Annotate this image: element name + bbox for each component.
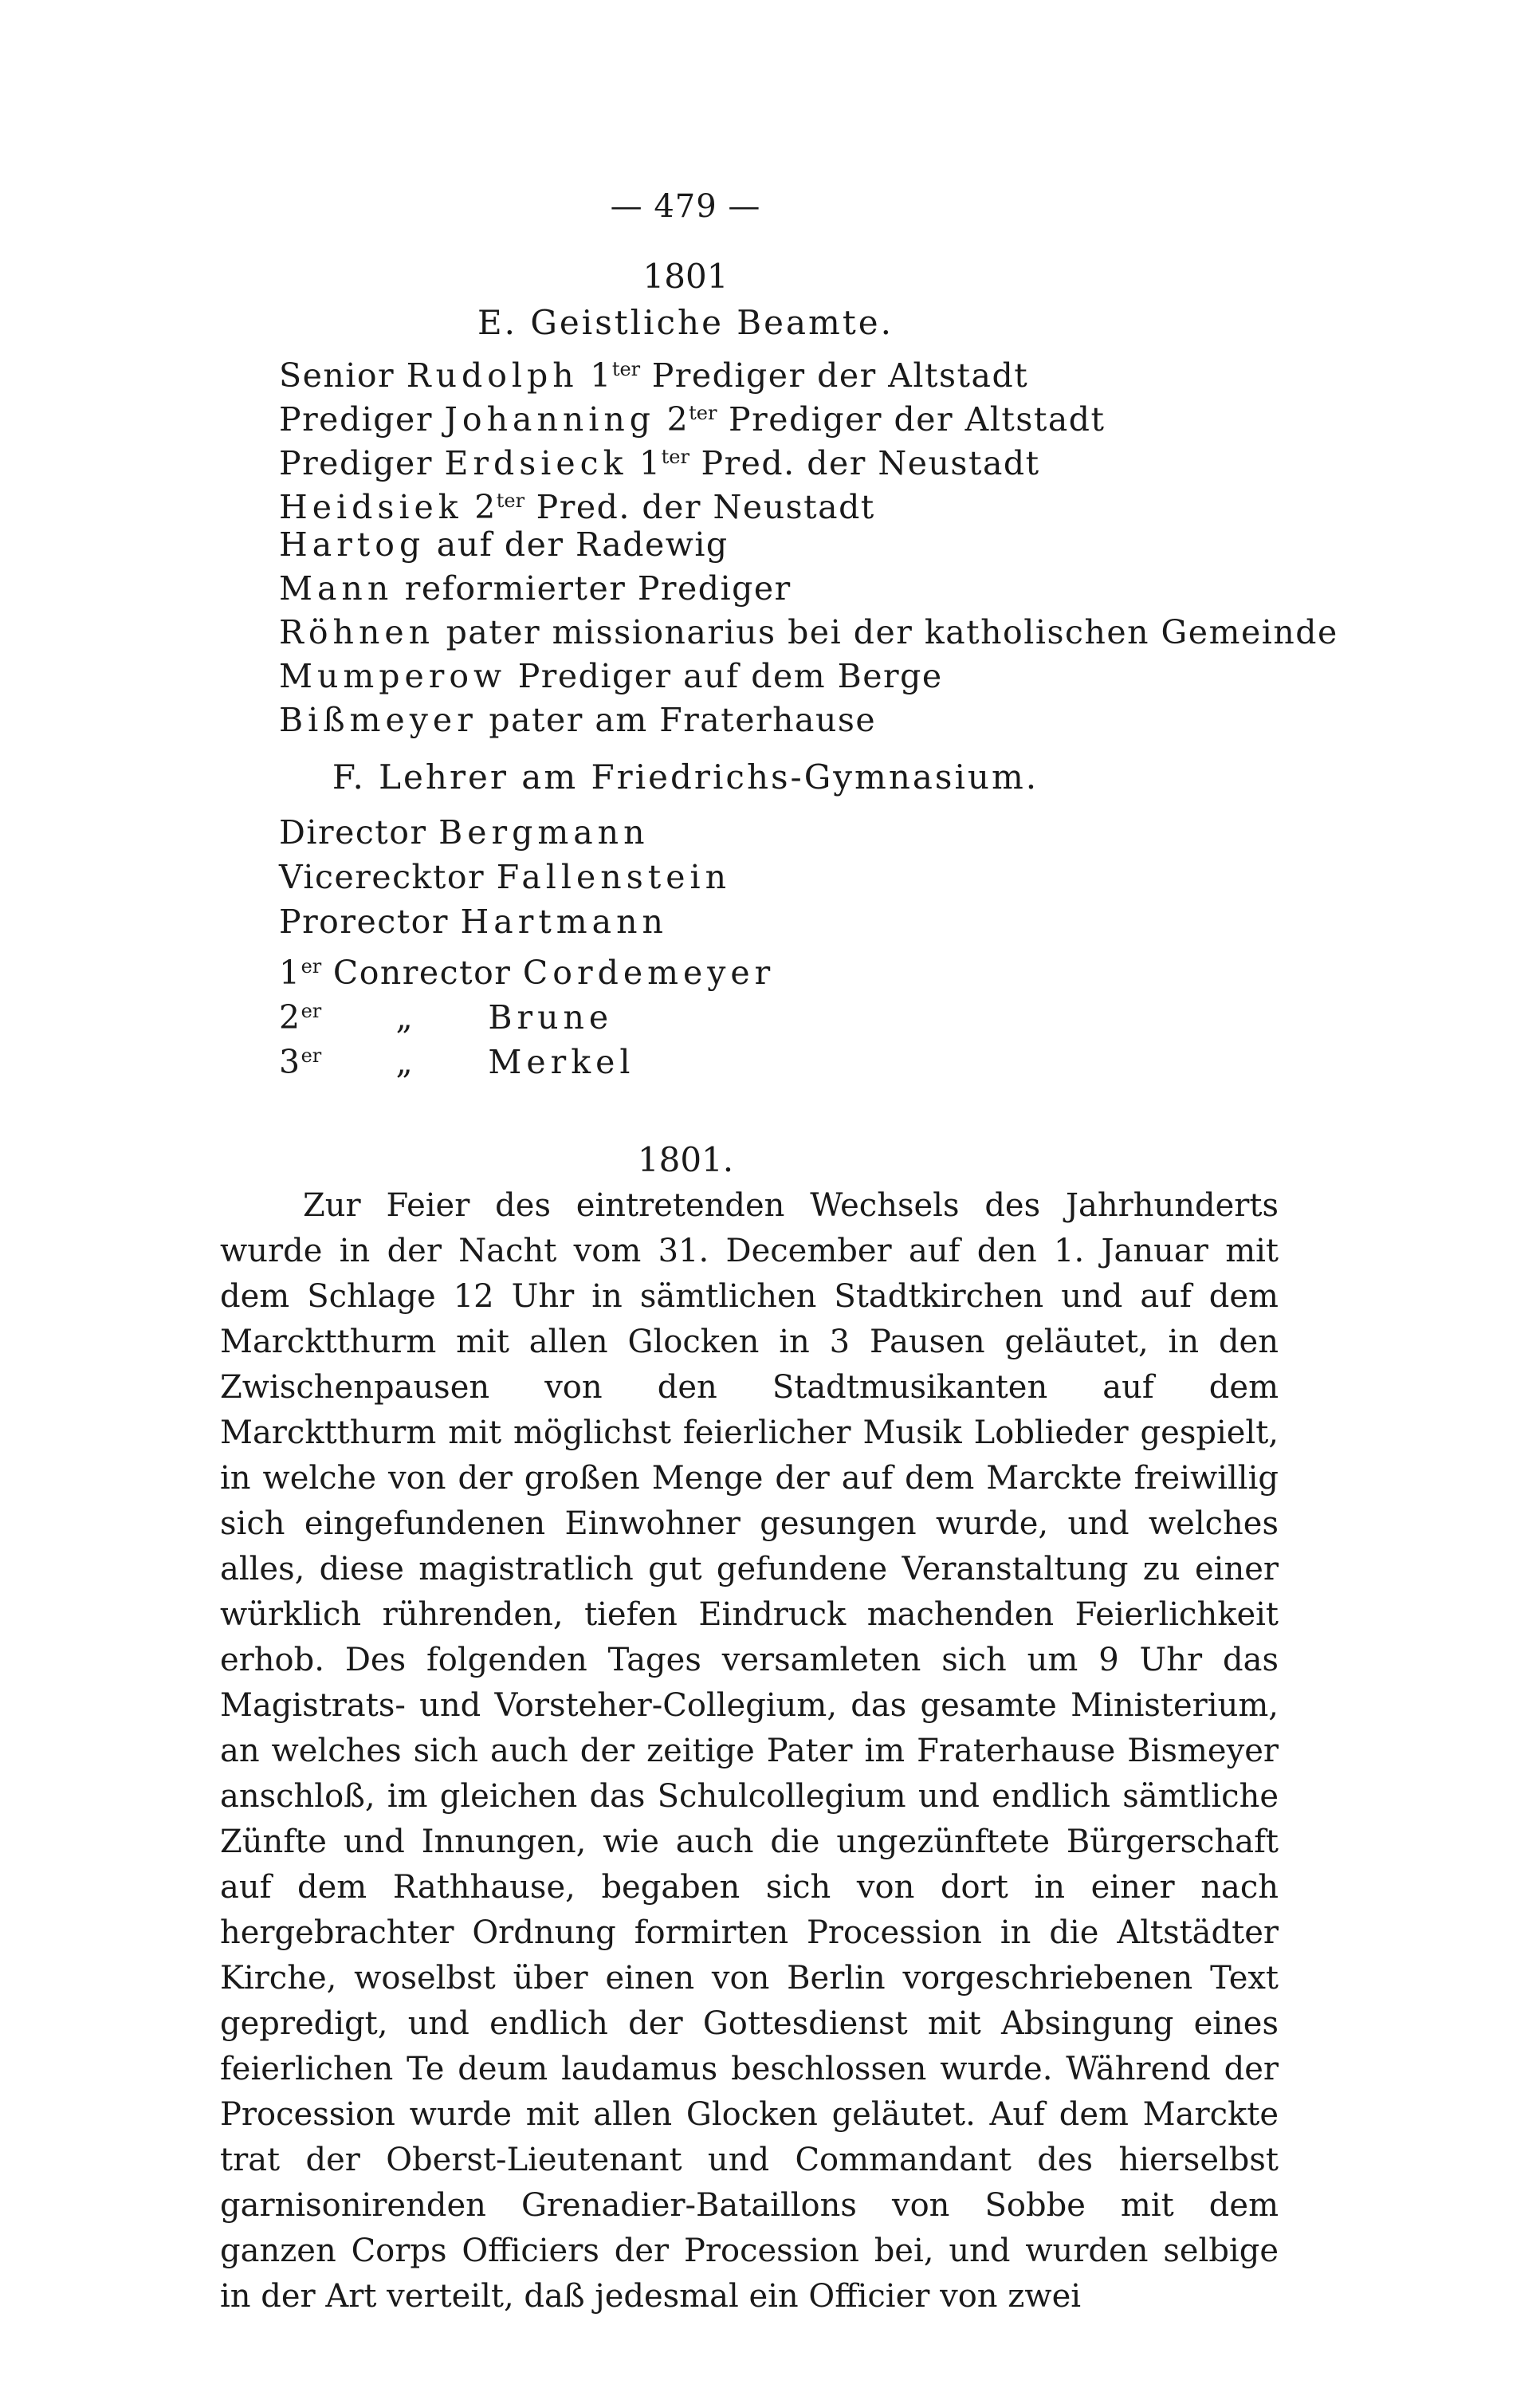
entry-name: Bergmann <box>438 813 650 852</box>
entry-name: Heidsiek <box>279 488 463 526</box>
entry-name: Brune <box>488 998 614 1037</box>
entry-ordinal-number: 2 <box>666 400 689 439</box>
section-heading-clergy: E. Geistliche Beamte. <box>477 303 894 342</box>
entry-position: Director <box>279 813 427 852</box>
entry-description: pater am Fraterhause <box>489 701 877 739</box>
entry-ordinal-suffix: er <box>301 1000 322 1022</box>
entry-description: Prediger der Altstadt <box>651 356 1029 395</box>
entry-name: Bißmeyer <box>279 701 477 739</box>
year-heading-main: 1801. <box>637 1140 734 1179</box>
entry-description: Pred. der Neustadt <box>701 444 1040 482</box>
entry-ordinal-number: 1 <box>639 444 662 482</box>
entry-name: Johanning <box>444 400 656 439</box>
entry-ordinal-number: 1 <box>590 356 612 395</box>
entry-name: Mumperow <box>279 657 507 695</box>
entry-description: auf der Radewig <box>436 525 729 564</box>
entry-ordinal-number: 1 <box>279 954 301 992</box>
teacher-entry <box>279 855 775 899</box>
entry-description: reformierter Prediger <box>404 569 792 608</box>
ditto-mark: „ <box>395 998 414 1037</box>
entry-name: Hartog <box>279 525 426 564</box>
entry-ordinal-suffix: ter <box>689 402 717 424</box>
teacher-entry <box>279 899 775 944</box>
entry-name: Erdsieck <box>444 444 628 482</box>
clergy-list <box>279 348 1338 742</box>
entry-position: Vicerecktor <box>279 858 485 896</box>
clergy-entry <box>279 435 1338 482</box>
clergy-entry <box>279 655 1338 698</box>
section-heading-teachers: F. Lehrer am Friedrichs-Gymnasium. <box>332 757 1039 797</box>
entry-description: pater missionarius bei der katholischen Gemeinde <box>446 613 1338 651</box>
entry-ordinal-suffix: er <box>301 1045 322 1067</box>
entry-description: Prediger der Altstadt <box>729 400 1106 439</box>
teacher-entry <box>279 944 776 992</box>
entry-name: Rudolph <box>406 356 579 395</box>
clergy-entry <box>279 611 1338 655</box>
clergy-entry <box>279 698 1338 742</box>
entry-ordinal-number: 3 <box>279 1043 301 1081</box>
teacher-entry <box>279 810 775 855</box>
entry-name: Röhnen <box>279 613 435 651</box>
entry-description: Prediger auf dem Berge <box>517 657 943 695</box>
entry-name: Merkel <box>488 1043 635 1081</box>
entry-ordinal-suffix: ter <box>661 446 689 468</box>
entry-position: Conrector <box>332 954 512 992</box>
entry-name: Fallenstein <box>496 858 732 896</box>
entry-name: Cordemeyer <box>522 954 776 992</box>
entry-ordinal-number: 2 <box>474 488 497 526</box>
entry-ordinal-suffix: ter <box>496 490 525 512</box>
body-paragraph: Zur Feier des eintretenden Wechsels des Jahrhunderts wurde in der Nacht vom 31. December auf den 1. Januar mit dem Schlage 12 Uhr in sämtlichen Stadtkirchen und auf dem Marcktthurm mit allen Glocken in 3 Pausen geläutet, in den Zwischenpausen von den Stadtmusikanten auf dem Marcktthurm mit möglichst feierlicher Musik Loblieder gespielt, in welche von der großen Menge der auf dem Marckte freiwillig sich eingefundenen Einwohner gesungen wurde, und welches alles, diese magistratlich gut gefundene Veranstaltung zu einer würklich rührenden, tiefen Eindruck machenden Feierlichkeit erhob. Des folgenden Tages versamleten sich um 9 Uhr das Magistrats- und Vorsteher-Collegium, das gesamte Ministerium, an welches sich auch der zeitige Pater im Fraterhause Bismeyer anschloß, im gleichen das Schulcollegium und endlich sämtliche Zünfte und Innungen, wie auch die ungezünftete Bürgerschaft auf dem Rathhause, begaben sich von dort in einer nach hergebrachter Ordnung formirten Procession in die Altstädter Kirche, woselbst über einen von Berlin vorgeschriebenen Text gepredigt, und endlich der Gottesdienst mit Absingung eines feierlichen Te deum laudamus beschlossen wurde. Während der Procession wurde mit allen Glocken geläutet. Auf dem Marckte trat der Oberst-Lieutenant und Commandant des hierselbst garnisonirenden Grenadier-Bataillons von Sobbe mit dem ganzen Corps Officiers der Procession bei, und wurden selbige in der Art verteilt, daß jedesmal ein Officier von zwei <box>220 1187 1279 2315</box>
entry-name: Hartmann <box>460 903 668 941</box>
teacher-list <box>279 810 776 1081</box>
entry-title: Senior <box>279 356 395 395</box>
clergy-entry <box>279 391 1338 439</box>
entry-ordinal-suffix: ter <box>611 358 641 380</box>
clergy-entry <box>279 479 1338 526</box>
entry-title: Prediger <box>279 444 433 482</box>
teacher-entry <box>279 1033 775 1081</box>
entry-ordinal-number: 2 <box>279 998 301 1037</box>
entry-position: Prorector <box>279 903 449 941</box>
clergy-entry <box>279 348 1338 395</box>
ditto-mark: „ <box>395 1043 414 1081</box>
entry-description: Pred. der Neustadt <box>536 488 875 526</box>
entry-ordinal-suffix: er <box>301 955 322 978</box>
clergy-entry <box>279 567 1338 611</box>
page-number: — 479 — <box>610 188 761 225</box>
entry-name: Mann <box>279 569 394 608</box>
teacher-entry <box>279 989 775 1037</box>
year-heading-top: 1801 <box>642 257 729 296</box>
entry-title: Prediger <box>279 400 433 439</box>
clergy-entry <box>279 523 1338 567</box>
